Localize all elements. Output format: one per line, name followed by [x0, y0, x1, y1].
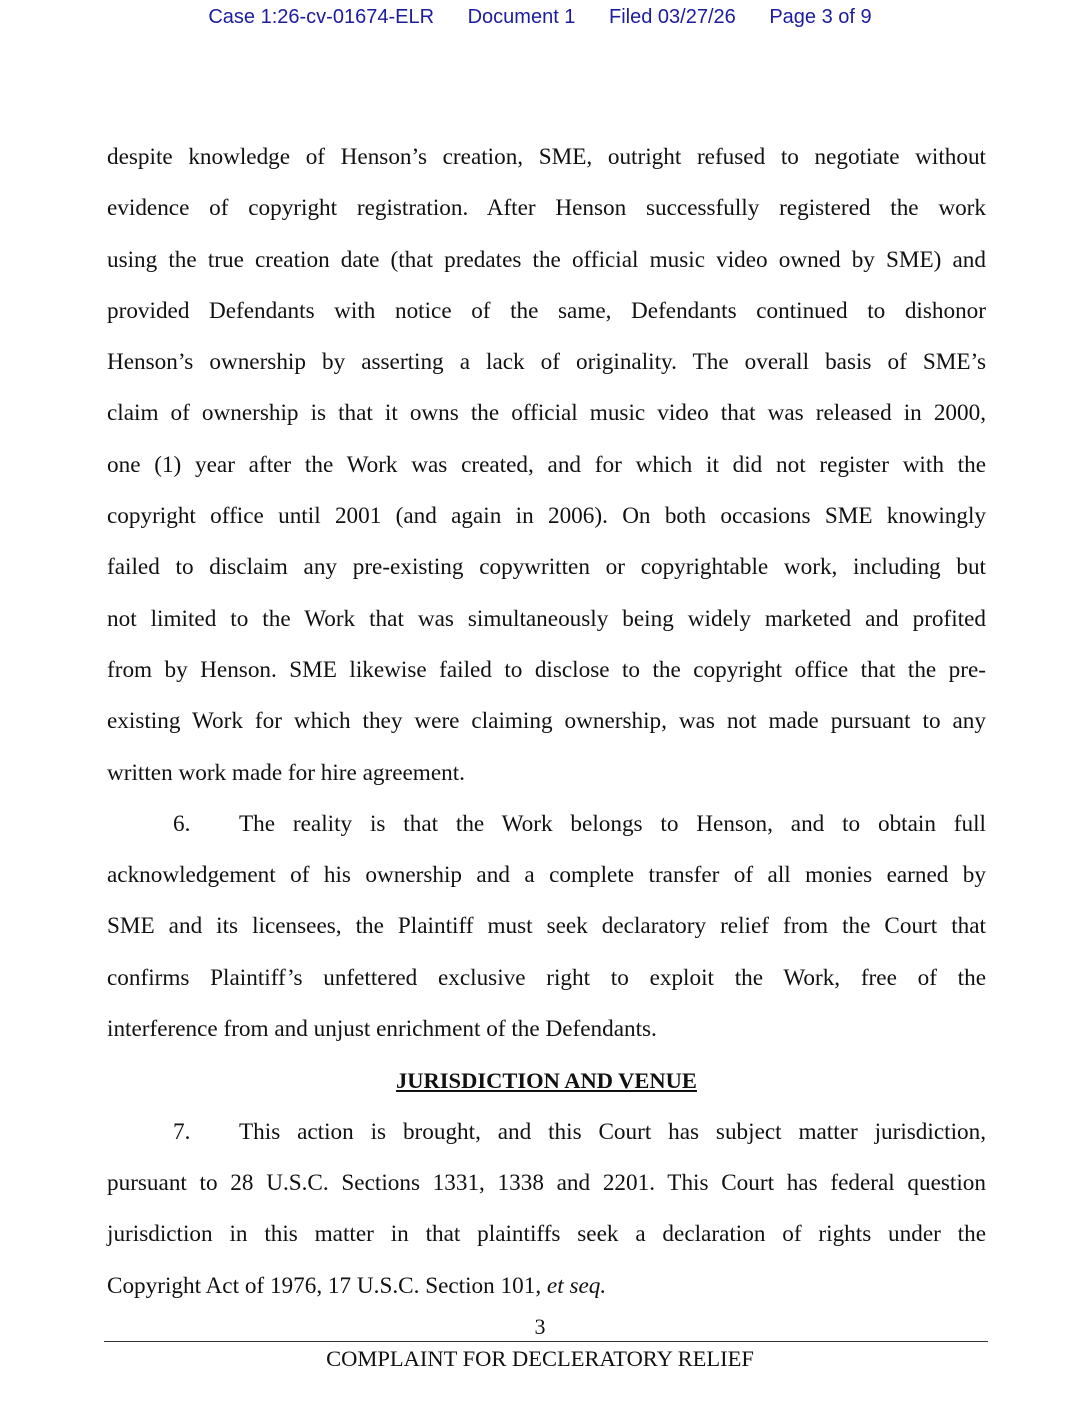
- text-line: SME and its licensees, the Plaintiff must seek declaratory relief from the Court that: [107, 913, 986, 940]
- paragraph-6-first-line: [107, 799, 986, 850]
- page-indicator: Page 3 of 9: [769, 6, 872, 28]
- text-line: claim of ownership is that it owns the official music video that was released in 2000,: [107, 400, 986, 427]
- court-filing-header: [0, 6, 1080, 29]
- text-span: This action is brought, and this Court has subject matter jurisdiction,: [239, 1118, 986, 1145]
- paragraph-number: 7.: [173, 1118, 191, 1145]
- document-number: Document 1: [467, 6, 576, 28]
- text-line: confirms Plaintiff’s unfettered exclusive right to exploit the Work, free of the: [107, 964, 986, 991]
- text-line: not limited to the Work that was simultaneously being widely marketed and profited: [107, 605, 986, 632]
- text-line: from by Henson. SME likewise failed to disclose to the copyright office that the pre-: [107, 656, 986, 683]
- text-line: one (1) year after the Work was created, and for which it did not register with the: [107, 451, 986, 478]
- text-span: The reality is that the Work belongs to Henson, and to obtain full: [239, 810, 986, 837]
- filed-date: Filed 03/27/26: [609, 6, 736, 28]
- text-line: jurisdiction in this matter in that plaintiffs seek a declaration of rights under the: [107, 1221, 986, 1248]
- text-line: [107, 1261, 986, 1312]
- text-line: written work made for hire agreement.: [107, 759, 465, 786]
- document-body: [107, 132, 986, 1312]
- text-line: interference from and unjust enrichment of the Defendants.: [107, 1016, 657, 1043]
- text-line: Henson’s ownership by asserting a lack of originality. The overall basis of SME’s: [107, 349, 986, 376]
- italic-citation: et seq.: [546, 1272, 607, 1299]
- case-number: Case 1:26-cv-01674-ELR: [208, 6, 435, 28]
- document-footer-title: COMPLAINT FOR DECLERATORY RELIEF: [326, 1346, 754, 1371]
- text-line: pursuant to 28 U.S.C. Sections 1331, 1338 and 2201. This Court has federal question: [107, 1169, 986, 1196]
- text-line: evidence of copyright registration. After Henson successfully registered the work: [107, 195, 986, 222]
- text-line: existing Work for which they were claiming ownership, was not made pursuant to any: [107, 708, 986, 735]
- text-line: copyright office until 2001 (and again in 2006). On both occasions SME knowingly: [107, 503, 986, 530]
- text-line: provided Defendants with notice of the same, Defendants continued to dishonor: [107, 297, 986, 324]
- text-line: despite knowledge of Henson’s creation, SME, outright refused to negotiate without: [107, 144, 986, 170]
- text-span: Copyright Act of 1976, 17 U.S.C. Section 101,: [107, 1272, 547, 1299]
- section-heading: JURISDICTION AND VENUE: [396, 1068, 697, 1094]
- footer-divider: [104, 1341, 988, 1342]
- text-line: using the true creation date (that predates the official music video owned by SME) and: [107, 246, 986, 273]
- text-line: failed to disclaim any pre-existing copywritten or copyrightable work, including but: [107, 554, 986, 581]
- paragraph-number: 6.: [173, 810, 191, 837]
- page-number: 3: [534, 1314, 546, 1339]
- paragraph-7-first-line: [107, 1107, 986, 1158]
- text-line: acknowledgement of his ownership and a complete transfer of all monies earned by: [107, 862, 986, 889]
